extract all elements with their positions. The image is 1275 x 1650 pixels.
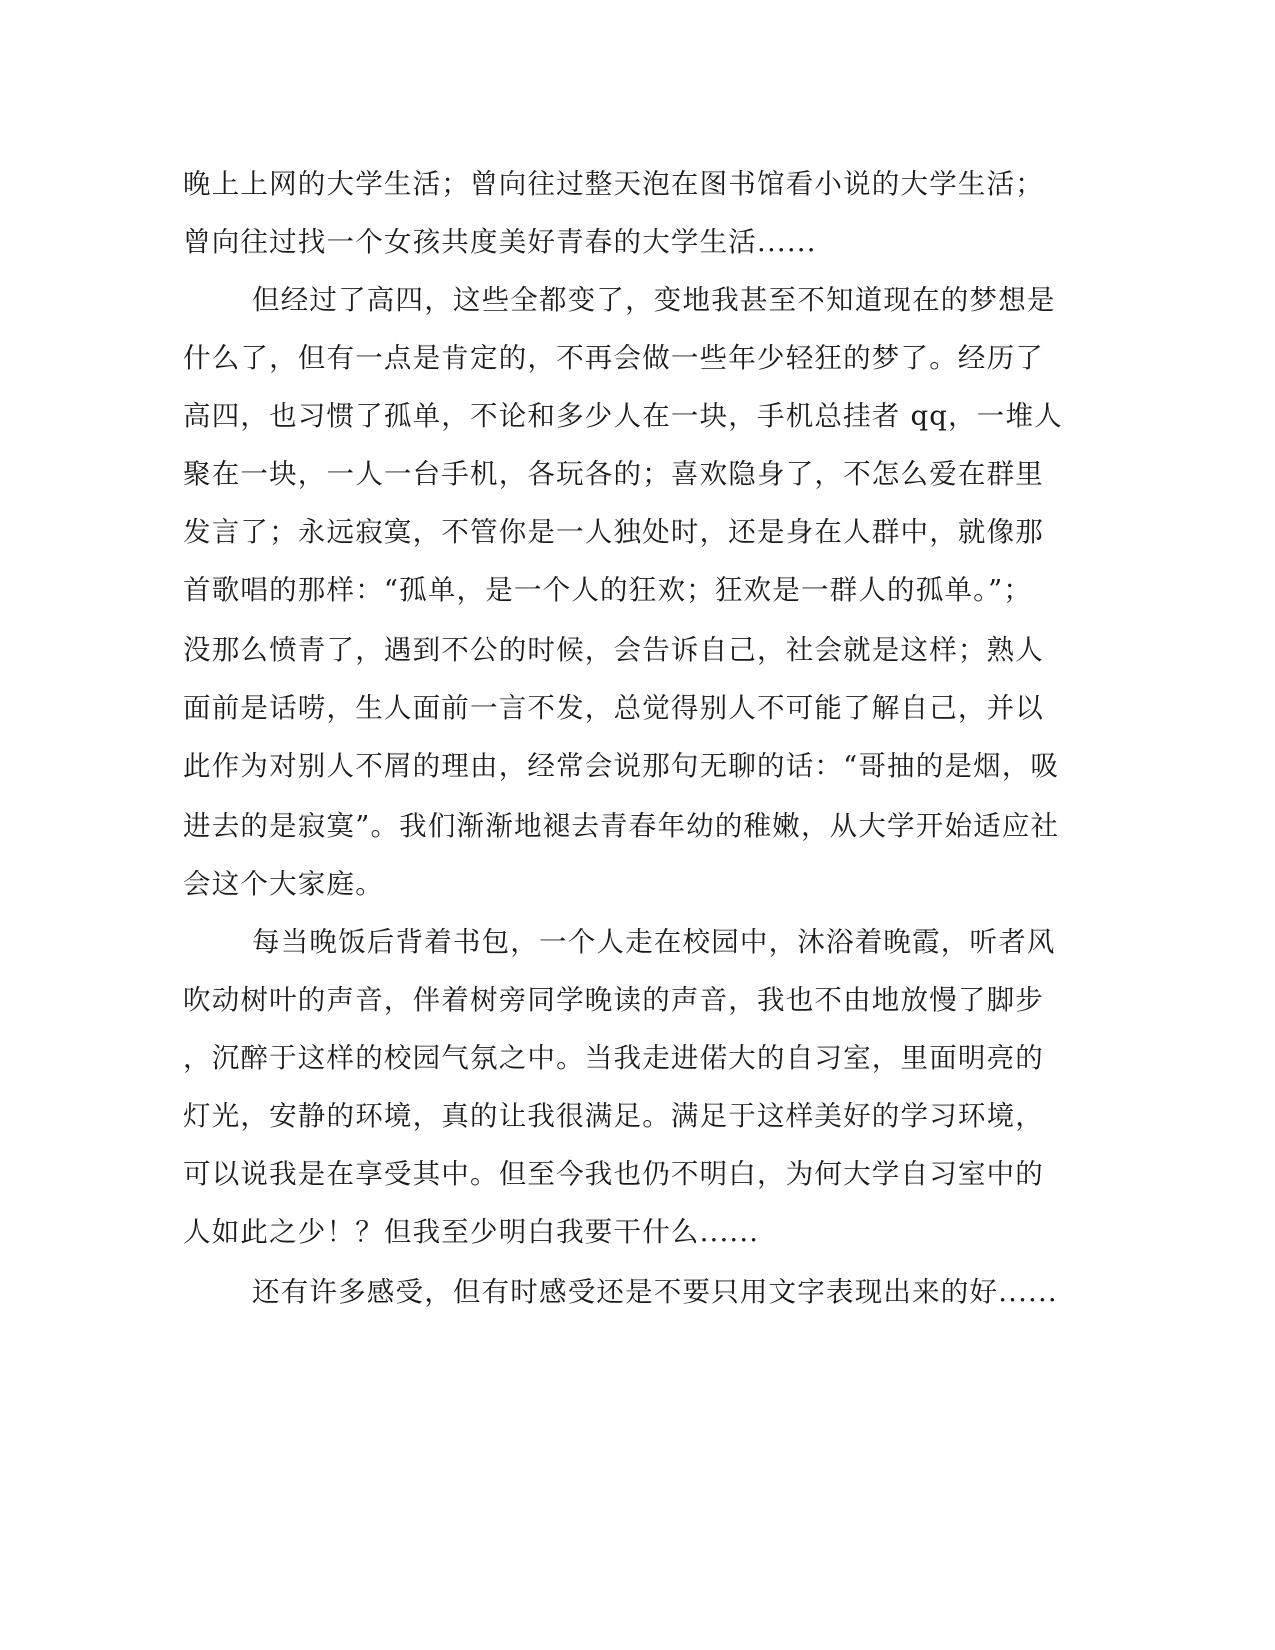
text-line: 进去的是寂寞”。我们渐渐地褪去青春年幼的稚嫩，从大学开始适应社: [183, 810, 1060, 842]
text-line: 灯光，安静的环境，真的让我很满足。满足于这样美好的学习环境，: [183, 1100, 1044, 1132]
text-line: ，沉醉于这样的校园气氛之中。当我走进偌大的自习室，里面明亮的: [183, 1042, 1044, 1074]
text-line: 发言了；永远寂寞，不管你是一人独处时，还是身在人群中，就像那: [183, 516, 1044, 548]
text-line: 此作为对别人不屑的理由，经常会说那句无聊的话：“哥抽的是烟，吸: [183, 750, 1060, 782]
paragraph-first-line: 但经过了高四，这些全都变了，变地我甚至不知道现在的梦想是: [252, 284, 1056, 316]
text-line: 什么了，但有一点是肯定的，不再会做一些年少轻狂的梦了。经历了: [183, 342, 1044, 374]
text-line: 高四，也习惯了孤单，不论和多少人在一块，手机总挂者 qq，一堆人: [183, 400, 1063, 432]
text-line: 人如此之少！？但我至少明白我要干什么......: [183, 1216, 760, 1248]
text-line: 会这个大家庭。: [183, 868, 384, 900]
text-line: 面前是话唠，生人面前一言不发，总觉得别人不可能了解自己，并以: [183, 692, 1044, 724]
text-line: 曾向往过找一个女孩共度美好青春的大学生活......: [183, 226, 817, 258]
text-line: 没那么愤青了，遇到不公的时候，会告诉自己，社会就是这样；熟人: [183, 634, 1044, 666]
text-line: 吹动树叶的声音，伴着树旁同学晚读的声音，我也不由地放慢了脚步: [183, 984, 1044, 1016]
text-line: 可以说我是在享受其中。但至今我也仍不明白，为何大学自习室中的: [183, 1158, 1044, 1190]
paragraph-first-line: 每当晚饭后背着书包，一个人走在校园中，沐浴着晚霞，听者风: [252, 926, 1056, 958]
text-line: 晚上上网的大学生活；曾向往过整天泡在图书馆看小说的大学生活；: [183, 168, 1044, 200]
paragraph-first-line: 还有许多感受，但有时感受还是不要只用文字表现出来的好......: [252, 1276, 1058, 1308]
text-line: 首歌唱的那样：“孤单，是一个人的狂欢；狂欢是一群人的孤单。”；: [183, 574, 1033, 606]
text-line: 聚在一块，一人一台手机，各玩各的；喜欢隐身了，不怎么爱在群里: [183, 458, 1044, 490]
